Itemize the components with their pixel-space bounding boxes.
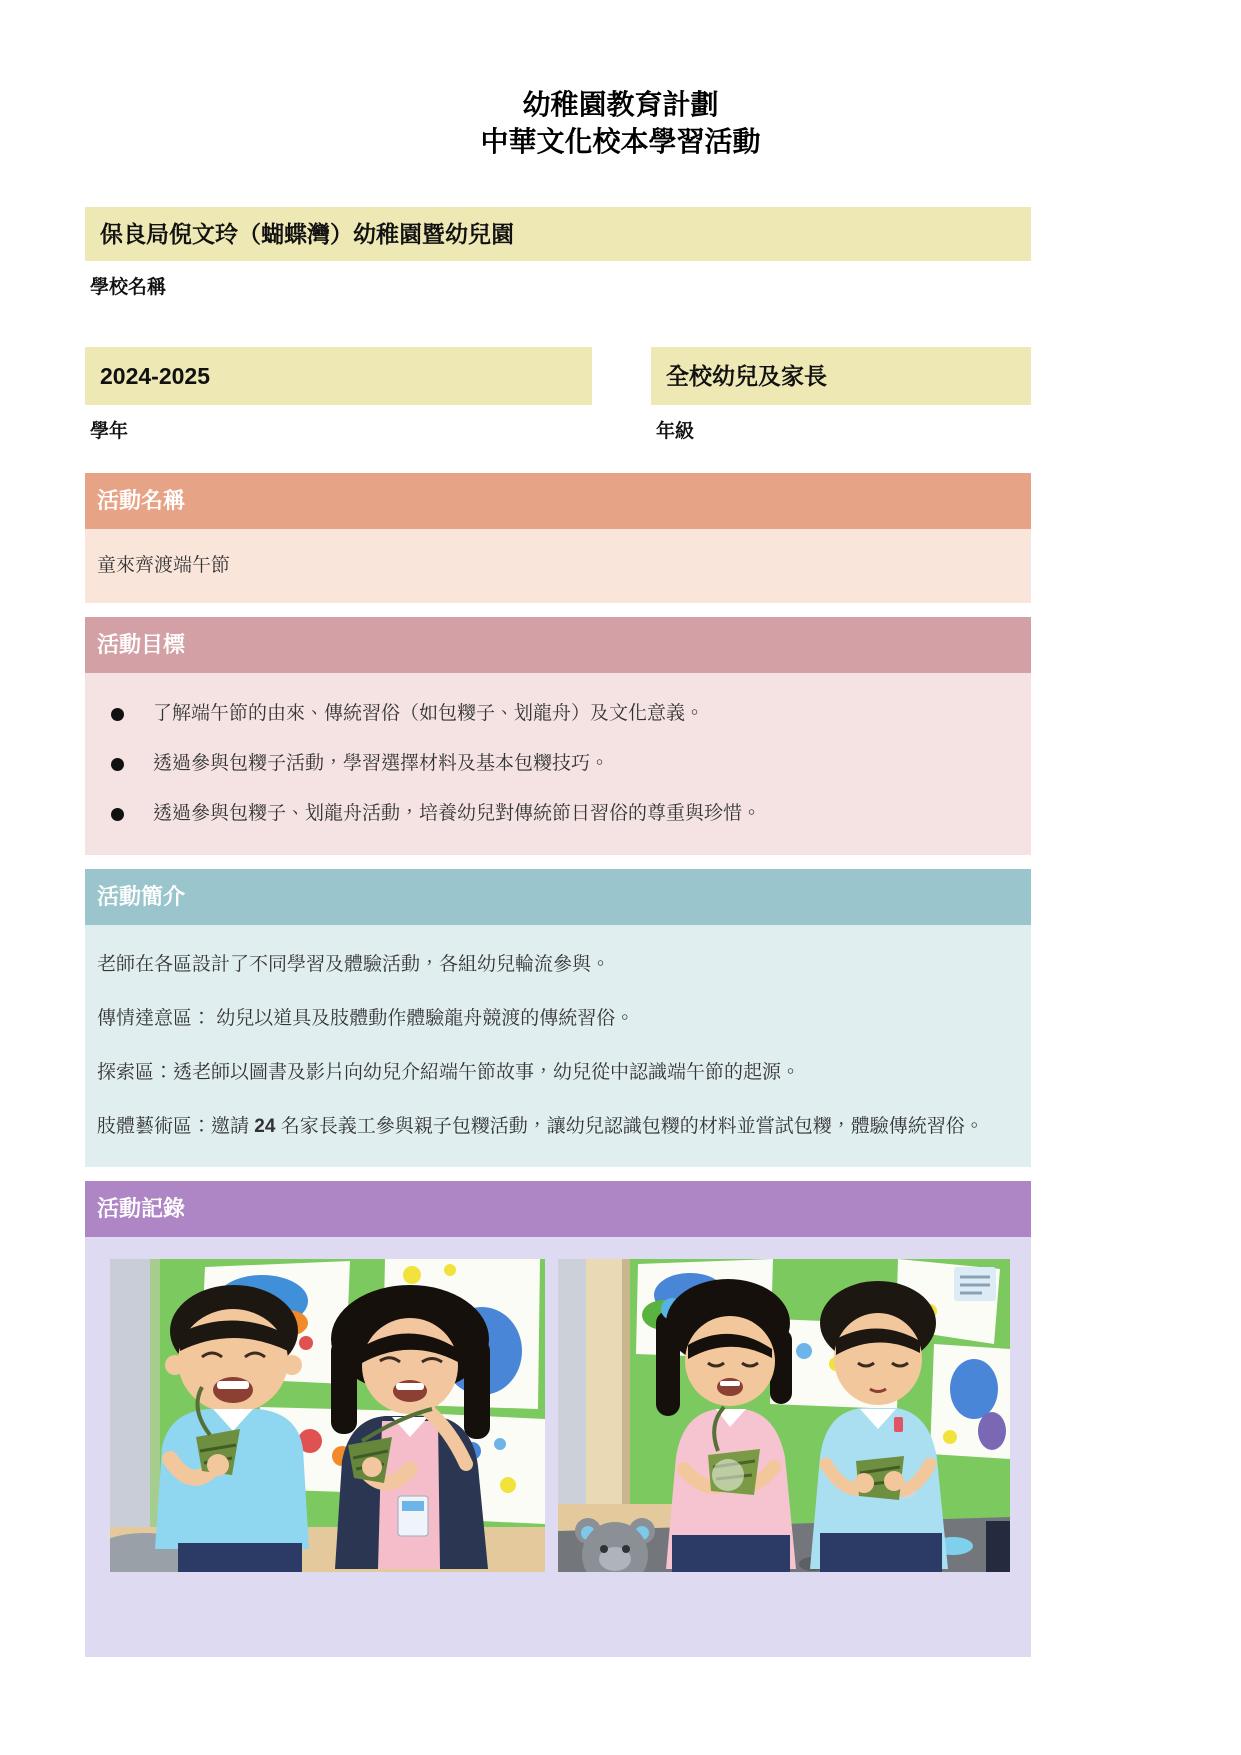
intro-paragraph-4	[97, 1111, 1019, 1143]
section-record	[85, 1181, 1031, 1657]
column-gap	[592, 347, 651, 443]
school-name-label: 學校名稱	[90, 277, 167, 298]
photo-row	[110, 1259, 1010, 1572]
section-introduction	[85, 869, 1031, 1167]
intro-p4-text: 名家長義工參與親子包糭活動，讓幼兒認識包糭的材料並嘗試包糭，體驗傳統習俗。	[275, 1116, 984, 1137]
introduction-content	[85, 925, 1031, 1167]
title-line-2: 中華文化校本學習活動	[480, 126, 761, 157]
school-year-label: 學年	[90, 421, 129, 442]
page-title	[0, 0, 1241, 160]
bullet-icon	[111, 708, 124, 721]
record-content	[85, 1237, 1031, 1657]
school-year-field	[85, 347, 592, 443]
grade-label: 年級	[656, 421, 695, 442]
grade-value: 全校幼兒及家長	[651, 347, 1031, 405]
bullet-icon	[111, 808, 124, 821]
intro-paragraph-2: 傳情達意區： 幼兒以道具及肢體動作體驗龍舟競渡的傳統習俗。	[97, 1008, 635, 1029]
intro-paragraph-1: 老師在各區設計了不同學習及體驗活動，各組幼兒輪流參與。	[97, 954, 611, 975]
objective-item	[97, 749, 1019, 779]
grade-field	[651, 347, 1031, 443]
introduction-header: 活動簡介	[85, 869, 1031, 925]
objectives-header: 活動目標	[85, 617, 1031, 673]
objective-item	[97, 799, 1019, 829]
bullet-icon	[111, 758, 124, 771]
objective-text: 透過參與包糭子、划龍舟活動，培養幼兒對傳統節日習俗的尊重與珍惜。	[153, 803, 762, 824]
activity-name-content: 童來齊渡端午節	[85, 529, 1031, 603]
objectives-content	[85, 673, 1031, 855]
school-name-value: 保良局倪文玲（蝴蝶灣）幼稚園暨幼兒園	[85, 207, 1031, 261]
section-activity-name	[85, 473, 1031, 603]
objectives-list	[97, 699, 1019, 829]
objective-item	[97, 699, 1019, 729]
photo-children-with-dumplings-2	[558, 1259, 1010, 1572]
intro-p4-number: 24	[254, 1116, 276, 1137]
title-line-1: 幼稚園教育計劃	[522, 89, 719, 120]
activity-name-header: 活動名稱	[85, 473, 1031, 529]
record-header: 活動記錄	[85, 1181, 1031, 1237]
intro-p4-text: 肢體藝術區：邀請	[97, 1116, 255, 1137]
year-grade-row	[85, 347, 1031, 443]
objective-text: 透過參與包糭子活動，學習選擇材料及基本包糭技巧。	[153, 753, 610, 774]
form-content	[85, 207, 1031, 1657]
intro-paragraph-3: 探索區：透老師以圖書及影片向幼兒介紹端午節故事，幼兒從中認識端午節的起源。	[97, 1062, 801, 1083]
school-year-value: 2024-2025	[85, 347, 592, 405]
photo-children-with-dumplings-1	[110, 1259, 545, 1572]
objective-text: 了解端午節的由來、傳統習俗（如包糭子、划龍舟）及文化意義。	[153, 703, 705, 724]
section-objectives	[85, 617, 1031, 855]
